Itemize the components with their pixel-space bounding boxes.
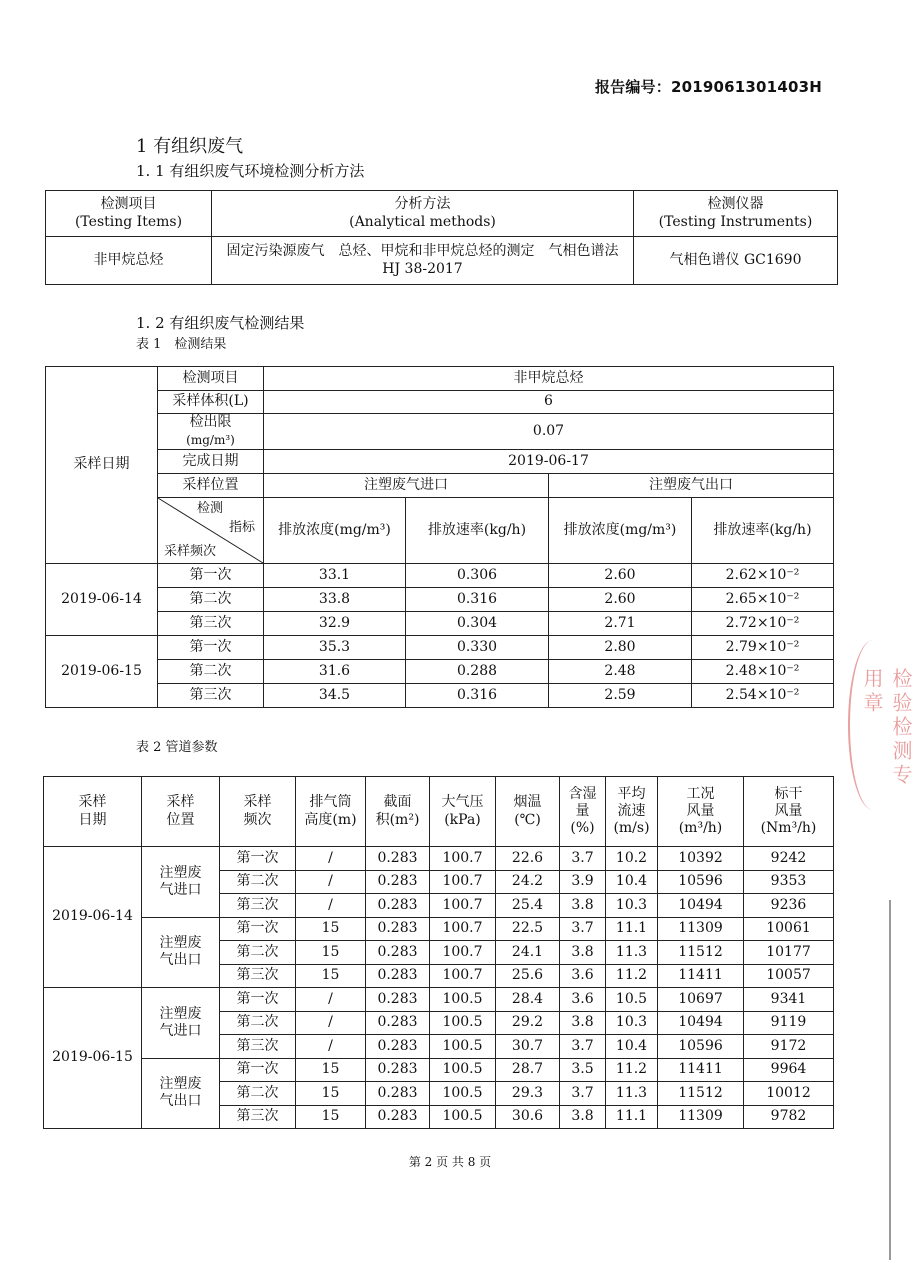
data-cell: 0.283 (366, 870, 430, 894)
data-cell: 10.4 (606, 1035, 658, 1059)
data-cell: 9341 (744, 988, 834, 1012)
data-cell: 100.5 (430, 1082, 496, 1106)
header-stack-height: 排气筒 高度(m) (296, 777, 366, 847)
data-cell: 0.283 (366, 1011, 430, 1035)
data-cell: 11.2 (606, 964, 658, 988)
item-value: 非甲烷总烃 (264, 367, 834, 391)
table-row (44, 847, 834, 871)
data-cell: 11512 (658, 941, 744, 965)
data-cell: 3.9 (560, 870, 606, 894)
data-cell: / (296, 1035, 366, 1059)
data-cell: 100.7 (430, 847, 496, 871)
freq-cell: 第一次 (220, 988, 296, 1012)
data-cell: 0.316 (406, 684, 549, 708)
freq-cell: 第三次 (158, 684, 264, 708)
group-date: 2019-06-15 (46, 636, 158, 708)
data-cell: 11309 (658, 917, 744, 941)
freq-cell: 第三次 (220, 1105, 296, 1129)
limit-label: 检出限 (mg/m³) (158, 414, 264, 450)
location-cell: 注塑废 气进口 (142, 988, 220, 1059)
data-cell: 0.283 (366, 847, 430, 871)
data-cell: 10.2 (606, 847, 658, 871)
freq-cell: 第一次 (220, 917, 296, 941)
data-cell: 15 (296, 1058, 366, 1082)
table-row (46, 564, 834, 588)
diag-top-label: 检测 (196, 501, 223, 516)
data-cell: 10061 (744, 917, 834, 941)
data-cell: 100.5 (430, 1011, 496, 1035)
data-cell: 0.288 (406, 660, 549, 684)
data-cell: 33.1 (264, 564, 406, 588)
header-velocity: 平均 流速 (m/s) (606, 777, 658, 847)
methods-subtitle: 1. 1 有组织废气环境检测分析方法 (136, 162, 365, 180)
data-cell: 3.8 (560, 894, 606, 918)
outlet-header: 注塑废气出口 (549, 474, 834, 498)
duct-params-table (43, 776, 834, 1129)
data-cell: 0.283 (366, 1035, 430, 1059)
data-cell: / (296, 870, 366, 894)
data-cell: 0.283 (366, 964, 430, 988)
data-cell: 3.8 (560, 1011, 606, 1035)
data-cell: 0.283 (366, 1058, 430, 1082)
data-cell: 100.7 (430, 964, 496, 988)
method-instrument: 气相色谱仪 GC1690 (634, 237, 838, 285)
data-cell: 2.48 (549, 660, 692, 684)
data-cell: 9119 (744, 1011, 834, 1035)
freq-cell: 第二次 (220, 870, 296, 894)
freq-cell: 第二次 (158, 660, 264, 684)
freq-cell: 第一次 (220, 847, 296, 871)
data-cell: 10177 (744, 941, 834, 965)
data-cell: 25.4 (496, 894, 560, 918)
data-cell: 3.5 (560, 1058, 606, 1082)
data-cell: 28.7 (496, 1058, 560, 1082)
data-cell: 0.283 (366, 1082, 430, 1106)
data-cell: 10494 (658, 1011, 744, 1035)
data-cell: 2.80 (549, 636, 692, 660)
data-cell: 0.330 (406, 636, 549, 660)
results-subtitle: 1. 2 有组织废气检测结果 (136, 314, 305, 332)
date-cell: 2019-06-15 (44, 988, 142, 1129)
sampling-date-header: 采样日期 (46, 367, 158, 564)
data-cell: 0.316 (406, 588, 549, 612)
table-row (44, 988, 834, 1012)
data-cell: 9172 (744, 1035, 834, 1059)
table-row (46, 636, 834, 660)
data-cell: 11.1 (606, 1105, 658, 1129)
data-cell: 10.4 (606, 870, 658, 894)
page-edge-shadow (889, 900, 891, 1260)
report-number: 报告编号：2019061301403H (594, 78, 822, 96)
data-cell: / (296, 1011, 366, 1035)
method-item: 非甲烷总烃 (46, 237, 212, 285)
data-cell: 15 (296, 941, 366, 965)
data-cell: 2.60 (549, 588, 692, 612)
data-cell: 10392 (658, 847, 744, 871)
limit-value: 0.07 (264, 414, 834, 450)
freq-cell: 第二次 (158, 588, 264, 612)
freq-cell: 第二次 (220, 1011, 296, 1035)
col-inlet-rate: 排放速率(kg/h) (406, 498, 549, 564)
location-cell: 注塑废 气进口 (142, 847, 220, 918)
data-cell: 29.2 (496, 1011, 560, 1035)
data-cell: 15 (296, 1105, 366, 1129)
col-inlet-conc: 排放浓度(mg/m³) (264, 498, 406, 564)
item-label: 检测项目 (158, 367, 264, 391)
table2-caption: 表 2 管道参数 (136, 740, 218, 755)
data-cell: 0.304 (406, 612, 549, 636)
volume-label: 采样体积(L) (158, 391, 264, 414)
data-cell: 30.6 (496, 1105, 560, 1129)
data-cell: 0.283 (366, 917, 430, 941)
data-cell: 22.5 (496, 917, 560, 941)
table-row (46, 588, 834, 612)
data-cell: 9236 (744, 894, 834, 918)
freq-cell: 第三次 (220, 894, 296, 918)
data-cell: 11.3 (606, 941, 658, 965)
data-cell: 100.7 (430, 917, 496, 941)
group-date: 2019-06-14 (46, 564, 158, 636)
data-cell: 25.6 (496, 964, 560, 988)
data-cell: 3.6 (560, 988, 606, 1012)
data-cell: 22.6 (496, 847, 560, 871)
table1-caption: 表 1 检测结果 (136, 337, 227, 352)
header-pressure: 大气压 (kPa) (430, 777, 496, 847)
table-row (46, 660, 834, 684)
data-cell: 29.3 (496, 1082, 560, 1106)
table-row (46, 612, 834, 636)
header-location: 采样 位置 (142, 777, 220, 847)
data-cell: 24.2 (496, 870, 560, 894)
data-cell: 15 (296, 917, 366, 941)
header-temperature: 烟温 (℃) (496, 777, 560, 847)
data-cell: 2.79×10⁻² (692, 636, 834, 660)
data-cell: 100.5 (430, 1105, 496, 1129)
stamp-text: 检验检测专用章 (860, 668, 913, 788)
data-cell: 3.7 (560, 1035, 606, 1059)
col-outlet-rate: 排放速率(kg/h) (692, 498, 834, 564)
data-cell: 2.59 (549, 684, 692, 708)
data-cell: / (296, 847, 366, 871)
location-label: 采样位置 (158, 474, 264, 498)
freq-cell: 第三次 (158, 612, 264, 636)
data-cell: 0.283 (366, 988, 430, 1012)
data-cell: 2.71 (549, 612, 692, 636)
data-cell: 3.8 (560, 941, 606, 965)
col-outlet-conc: 排放浓度(mg/m³) (549, 498, 692, 564)
data-cell: 10.3 (606, 894, 658, 918)
data-cell: 100.5 (430, 1035, 496, 1059)
data-cell: 100.7 (430, 894, 496, 918)
data-cell: 10697 (658, 988, 744, 1012)
data-cell: 11309 (658, 1105, 744, 1129)
data-cell: 2.62×10⁻² (692, 564, 834, 588)
freq-cell: 第二次 (220, 1082, 296, 1106)
data-cell: 2.65×10⁻² (692, 588, 834, 612)
data-cell: 0.283 (366, 1105, 430, 1129)
data-cell: 0.283 (366, 941, 430, 965)
diagonal-header (158, 498, 264, 564)
header-work-flow: 工况 风量 (m³/h) (658, 777, 744, 847)
table-row (46, 684, 834, 708)
data-cell: 11512 (658, 1082, 744, 1106)
red-stamp (848, 640, 913, 810)
completion-label: 完成日期 (158, 450, 264, 474)
completion-value: 2019-06-17 (264, 450, 834, 474)
freq-cell: 第三次 (220, 1035, 296, 1059)
data-cell: 0.306 (406, 564, 549, 588)
method-description: 固定污染源废气 总烃、甲烷和非甲烷总烃的测定 气相色谱法 HJ 38-2017 (212, 237, 634, 285)
data-cell: 3.7 (560, 847, 606, 871)
freq-cell: 第二次 (220, 941, 296, 965)
volume-value: 6 (264, 391, 834, 414)
diag-mid-label: 指标 (228, 520, 255, 535)
freq-cell: 第三次 (220, 964, 296, 988)
data-cell: 10.5 (606, 988, 658, 1012)
data-cell: 2.48×10⁻² (692, 660, 834, 684)
header-moisture: 含湿 量 (%) (560, 777, 606, 847)
data-cell: 11.1 (606, 917, 658, 941)
data-cell: 10012 (744, 1082, 834, 1106)
data-cell: 24.1 (496, 941, 560, 965)
data-cell: 100.5 (430, 988, 496, 1012)
data-cell: 2.72×10⁻² (692, 612, 834, 636)
data-cell: 35.3 (264, 636, 406, 660)
header-analytical-methods: 分析方法 (Analytical methods) (212, 191, 634, 237)
header-date: 采样 日期 (44, 777, 142, 847)
location-cell: 注塑废 气出口 (142, 1058, 220, 1129)
data-cell: 0.283 (366, 894, 430, 918)
data-cell: 100.5 (430, 1058, 496, 1082)
data-cell: 10.3 (606, 1011, 658, 1035)
data-cell: 2.60 (549, 564, 692, 588)
table-row (44, 917, 834, 941)
data-cell: 15 (296, 1082, 366, 1106)
data-cell: 10596 (658, 870, 744, 894)
header-testing-instruments: 检测仪器 (Testing Instruments) (634, 191, 838, 237)
diag-bottom-label: 采样频次 (164, 544, 217, 560)
data-cell: 31.6 (264, 660, 406, 684)
header-std-flow: 标干 风量 (Nm³/h) (744, 777, 834, 847)
data-cell: 30.7 (496, 1035, 560, 1059)
location-cell: 注塑废 气出口 (142, 917, 220, 988)
data-cell: 3.8 (560, 1105, 606, 1129)
section-title: 1 有组织废气 (136, 136, 244, 157)
data-cell: 34.5 (264, 684, 406, 708)
data-cell: / (296, 894, 366, 918)
methods-table (45, 190, 838, 285)
data-cell: 11.3 (606, 1082, 658, 1106)
page-footer: 第 2 页 共 8 页 (408, 1155, 492, 1169)
freq-cell: 第一次 (220, 1058, 296, 1082)
data-cell: 2.54×10⁻² (692, 684, 834, 708)
data-cell: 11411 (658, 1058, 744, 1082)
table-row (44, 1058, 834, 1082)
data-cell: 9782 (744, 1105, 834, 1129)
data-cell: 3.6 (560, 964, 606, 988)
data-cell: 100.7 (430, 941, 496, 965)
data-cell: 10596 (658, 1035, 744, 1059)
data-cell: 11411 (658, 964, 744, 988)
data-cell: 100.7 (430, 870, 496, 894)
data-cell: 3.7 (560, 1082, 606, 1106)
header-section-area: 截面 积(m²) (366, 777, 430, 847)
data-cell: 28.4 (496, 988, 560, 1012)
data-cell: 9353 (744, 870, 834, 894)
date-cell: 2019-06-14 (44, 847, 142, 988)
data-cell: 32.9 (264, 612, 406, 636)
data-cell: 10057 (744, 964, 834, 988)
data-cell: 3.7 (560, 917, 606, 941)
inlet-header: 注塑废气进口 (264, 474, 549, 498)
freq-cell: 第一次 (158, 636, 264, 660)
header-testing-items: 检测项目 (Testing Items) (46, 191, 212, 237)
data-cell: 10494 (658, 894, 744, 918)
data-cell: / (296, 988, 366, 1012)
results-table (45, 366, 834, 708)
header-frequency: 采样 频次 (220, 777, 296, 847)
data-cell: 11.2 (606, 1058, 658, 1082)
data-cell: 9242 (744, 847, 834, 871)
data-cell: 9964 (744, 1058, 834, 1082)
data-cell: 15 (296, 964, 366, 988)
freq-cell: 第一次 (158, 564, 264, 588)
data-cell: 33.8 (264, 588, 406, 612)
